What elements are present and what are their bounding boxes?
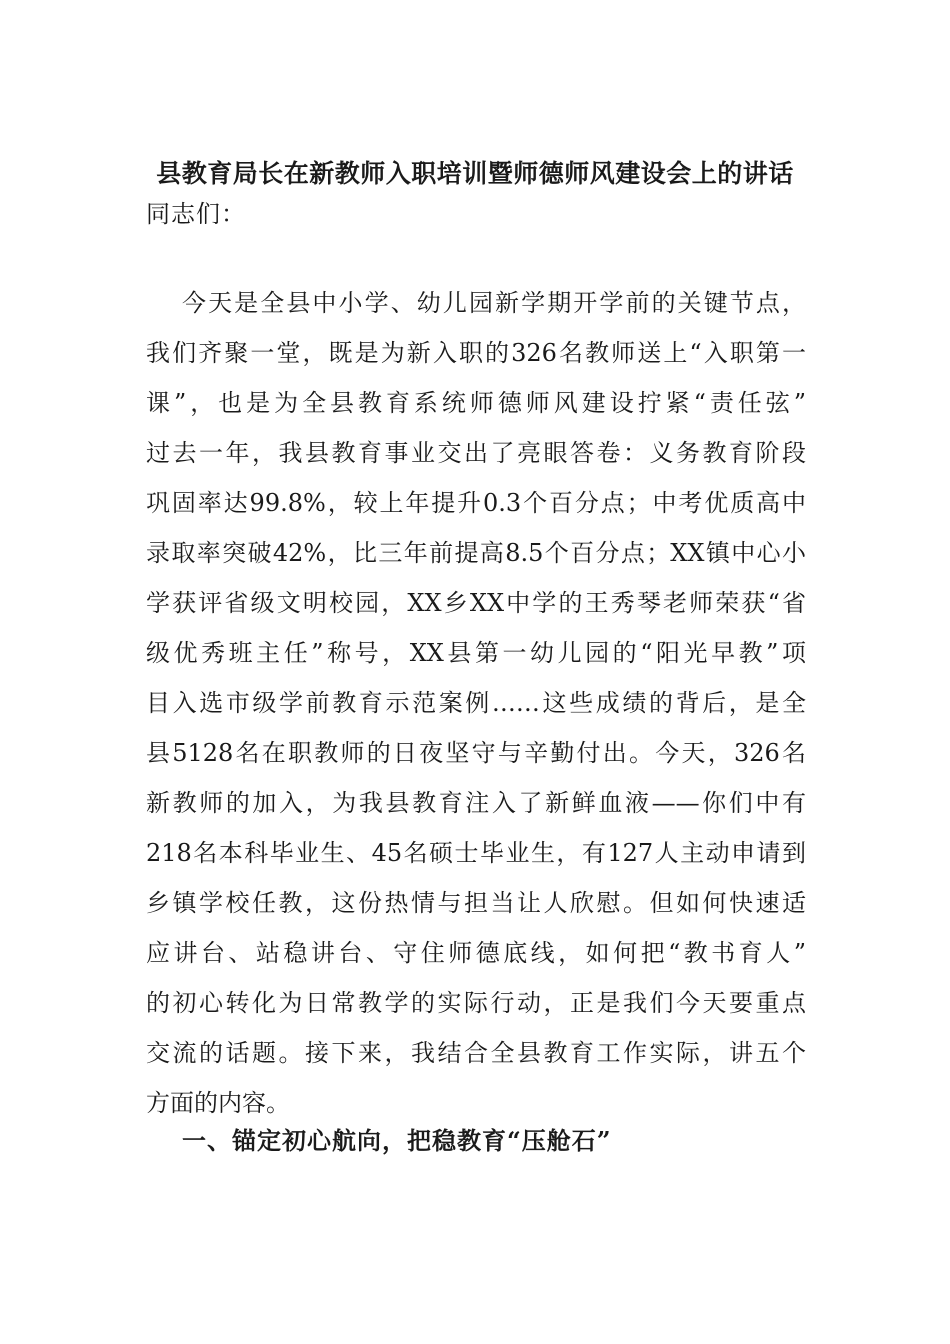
paragraph-line: 录取率突破42%，比三年前提高8.5个百分点；XX镇中心小 <box>146 539 806 567</box>
paragraph-line: 巩固率达99.8%，较上年提升0.3个百分点；中考优质高中 <box>146 489 806 517</box>
paragraph-line: 今天是全县中小学、幼儿园新学期开学前的关键节点， <box>182 289 806 317</box>
paragraph-line: 交流的话题。接下来，我结合全县教育工作实际，讲五个 <box>146 1039 806 1067</box>
paragraph-line: 乡镇学校任教，这份热情与担当让人欣慰。但如何快速适 <box>146 889 806 917</box>
paragraph-line: 的初心转化为日常教学的实际行动，正是我们今天要重点 <box>146 989 806 1017</box>
paragraph-line: 课”，也是为全县教育系统师德师风建设拧紧“责任弦” <box>146 389 806 417</box>
paragraph-line: 过去一年，我县教育事业交出了亮眼答卷：义务教育阶段 <box>146 439 806 467</box>
paragraph-line: 级优秀班主任”称号，XX县第一幼儿园的“阳光早教”项 <box>146 639 806 667</box>
paragraph-line: 我们齐聚一堂，既是为新入职的326名教师送上“入职第一 <box>146 339 806 367</box>
body-paragraph <box>146 278 806 1128</box>
salutation: 同志们： <box>146 200 246 228</box>
paragraph-line: 新教师的加入，为我县教育注入了新鲜血液——你们中有 <box>146 789 806 817</box>
paragraph-line: 应讲台、站稳讲台、守住师德底线，如何把“教书育人” <box>146 939 806 967</box>
section-heading: 一、锚定初心航向，把稳教育“压舱石” <box>182 1126 612 1155</box>
paragraph-line: 218名本科毕业生、45名硕士毕业生，有127人主动申请到 <box>146 839 806 867</box>
paragraph-line: 学获评省级文明校园，XX乡XX中学的王秀琴老师荣获“省 <box>146 589 806 617</box>
document-title: 县教育局长在新教师入职培训暨师德师风建设会上的讲话 <box>156 159 794 188</box>
paragraph-line: 县5128名在职教师的日夜坚守与辛勤付出。今天，326名 <box>146 739 806 767</box>
paragraph-line: 目入选市级学前教育示范案例……这些成绩的背后，是全 <box>146 689 806 717</box>
paragraph-line: 方面的内容。 <box>146 1089 290 1117</box>
